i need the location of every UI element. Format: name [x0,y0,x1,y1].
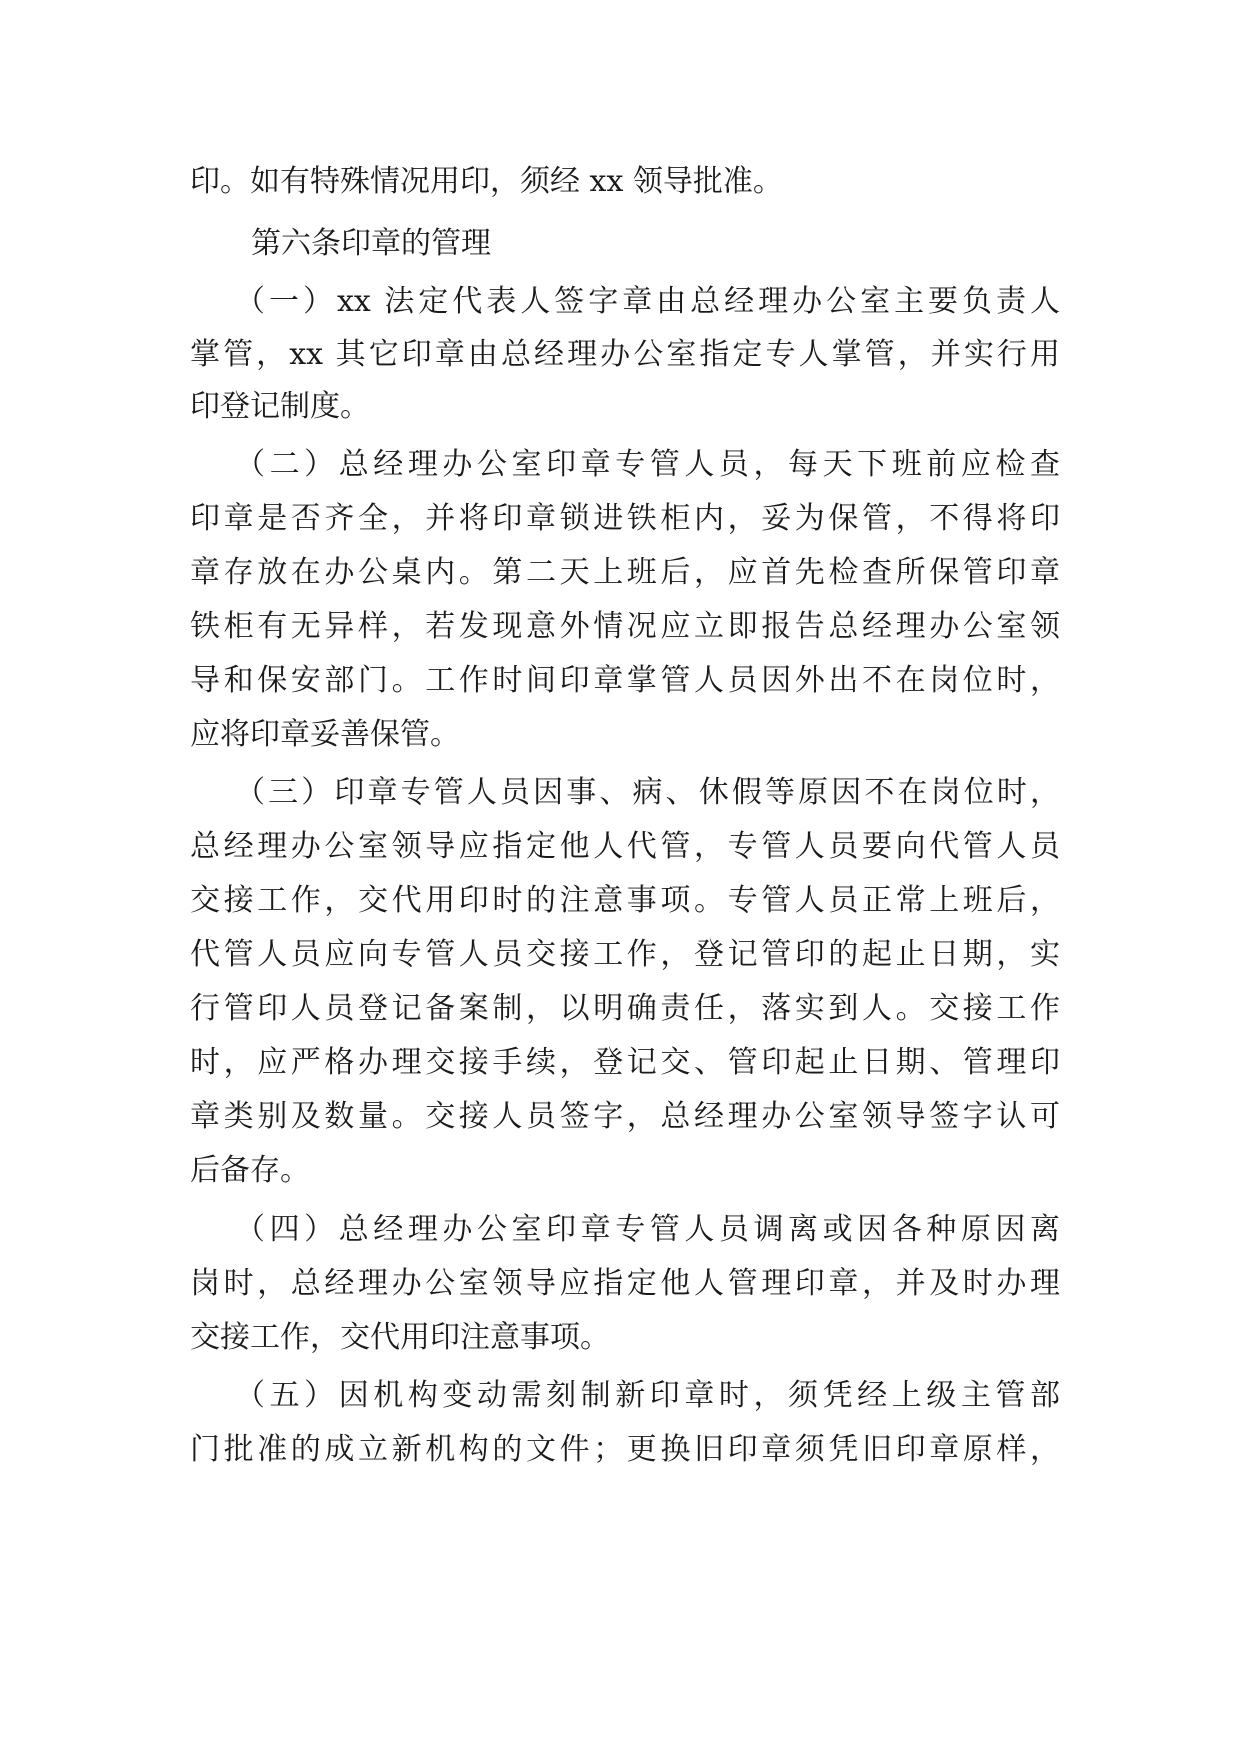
text-line: 章类别及数量。交接人员签字，总经理办公室领导签字认可 [190,1099,1060,1134]
text-line: （一）xx 法定代表人签字章由总经理办公室主要负责人 [235,284,1060,319]
text-line: （三）印章专管人员因事、病、休假等原因不在岗位时， [235,775,1060,810]
text-line: 掌管，xx 其它印章由总经理办公室指定专人掌管，并实行用 [190,337,1060,372]
text-line: 章存放在办公桌内。第二天上班后，应首先检查所保管印章 [190,555,1060,590]
text-line: 行管印人员登记备案制，以明确责任，落实到人。交接工作 [190,991,1060,1026]
text-line: 岗时，总经理办公室领导应指定他人管理印章，并及时办理 [190,1266,1060,1301]
text-line: 印登记制度。 [190,389,370,424]
text-line: 交接工作，交代用印时的注意事项。专管人员正常上班后， [190,883,1060,918]
text-line: （二）总经理办公室印章专管人员，每天下班前应检查 [235,447,1060,482]
text-line: （四）总经理办公室印章专管人员调离或因各种原因离 [235,1212,1060,1247]
article-heading: 第六条印章的管理 [251,226,491,261]
text-line: 交接工作，交代用印注意事项。 [190,1320,610,1355]
text-line: 总经理办公室领导应指定他人代管，专管人员要向代管人员 [190,829,1060,864]
text-line: 印。如有特殊情况用印，须经 xx 领导批准。 [190,164,783,199]
text-line: 门批准的成立新机构的文件；更换旧印章须凭旧印章原样， [190,1432,1060,1467]
text-line: 应将印章妥善保管。 [190,717,460,752]
text-line: 导和保安部门。工作时间印章掌管人员因外出不在岗位时， [190,663,1060,698]
text-line: （五）因机构变动需刻制新印章时，须凭经上级主管部 [235,1378,1060,1413]
text-line: 代管人员应向专管人员交接工作，登记管印的起止日期，实 [190,937,1060,972]
text-line: 印章是否齐全，并将印章锁进铁柜内，妥为保管，不得将印 [190,501,1060,536]
text-line: 后备存。 [190,1153,310,1188]
text-line: 时，应严格办理交接手续，登记交、管印起止日期、管理印 [190,1045,1060,1080]
text-line: 铁柜有无异样，若发现意外情况应立即报告总经理办公室领 [190,609,1060,644]
